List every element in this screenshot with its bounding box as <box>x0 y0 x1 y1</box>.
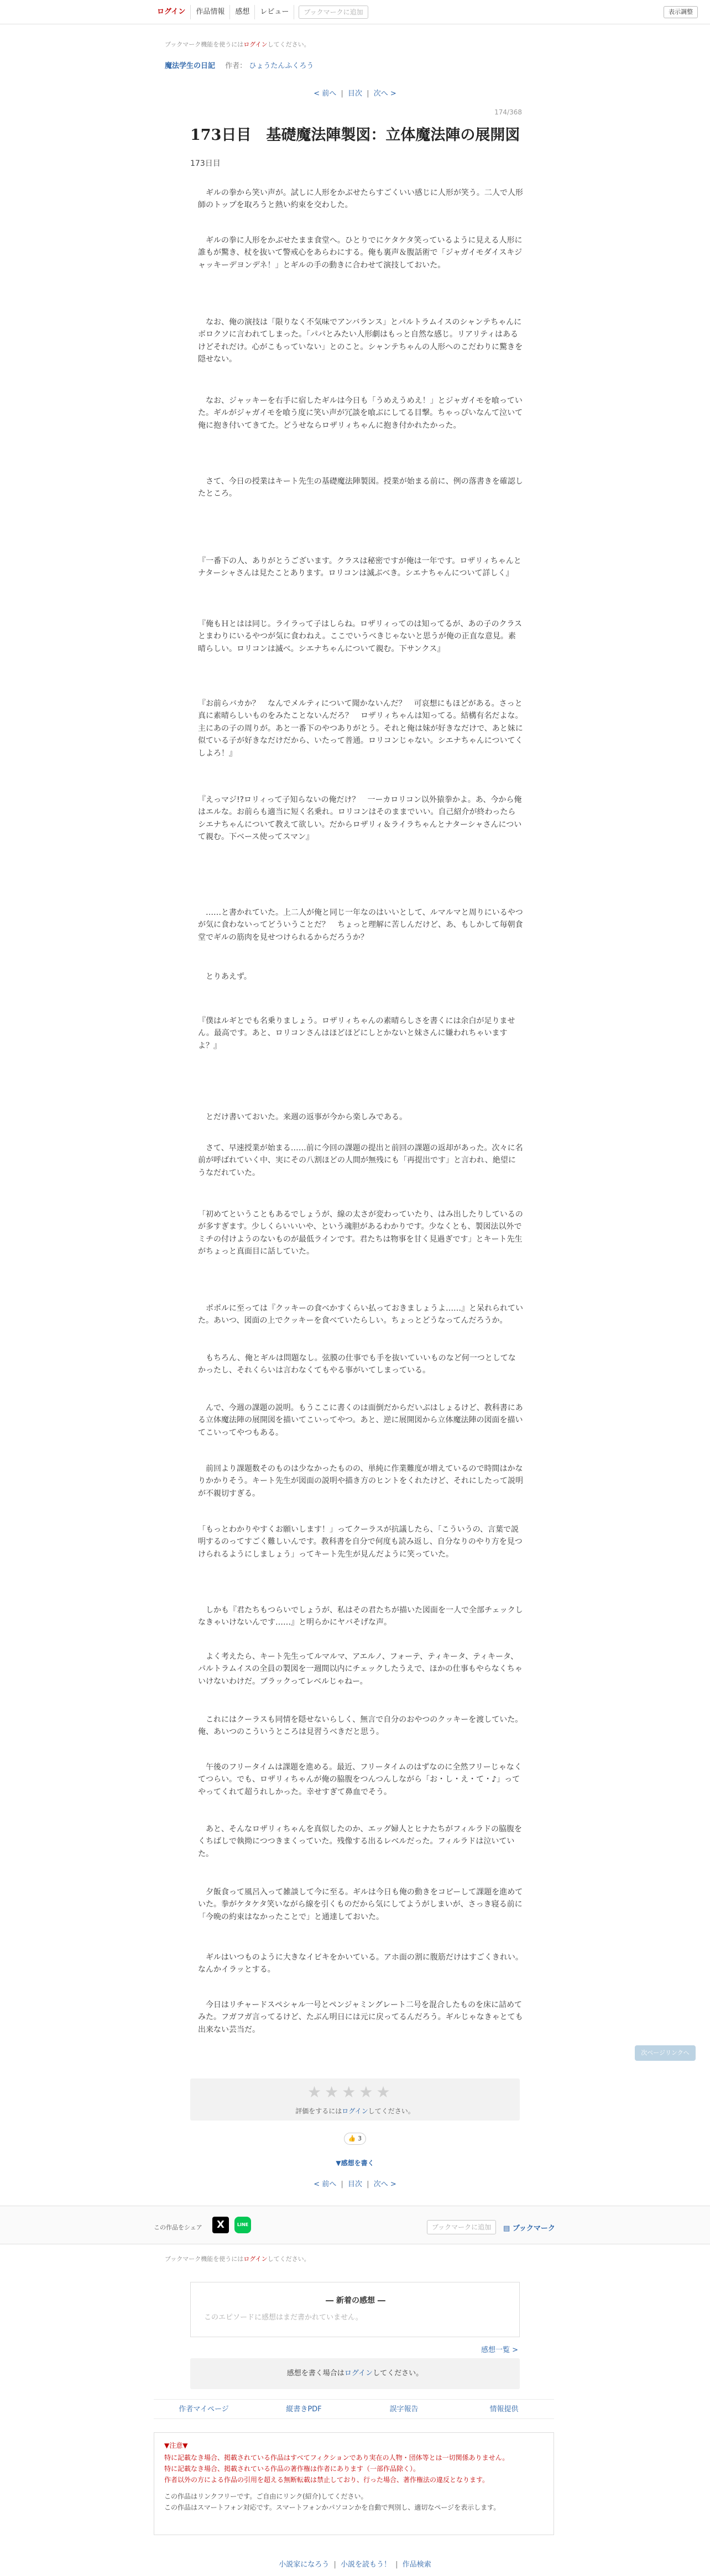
bookmark-add-button[interactable]: ブックマークに追加 <box>427 2220 496 2234</box>
paragraph: 「もっとわかりやすくお願いします！」ってクーラスが抗議したら、「こういうの、言葉で説明するのってすごく難しいんです。教科書を自分で何度も読み返し、自分なりのやり方を見つけられるようにしましょう」ってキート先生が見んだように笑っていた。 <box>198 1525 523 1559</box>
notice-prefix: ブックマーク機能を使うには <box>165 41 244 48</box>
caution-line: 作者以外の方による作品の引用を超える無断転載は禁止しており、行った場合、著作権法の違反となります。 <box>164 2476 489 2484</box>
login-link[interactable]: ログイン <box>154 5 191 19</box>
new-reviews-box <box>190 2282 520 2337</box>
like-count: 3 <box>358 2135 362 2142</box>
paragraph: ……と書かれていた。上二人が俺と同じ一年なのはいいとして、ルマルマと周りにいるやつが気に食わないってどういうことだ？ ちょっと理解に苦しんだけど、あ、もしかして毎朝食堂でギルの筋肉を見せつけられるからだろうか？ <box>198 908 523 942</box>
write-review-prefix: 感想を書く場合は <box>286 2369 344 2378</box>
work-title-link[interactable]: 魔法学生の日記 <box>165 62 216 70</box>
no-reviews-text: このエピソードに感想はまだ書かれていません。 <box>204 2313 363 2322</box>
bookmark-add-button[interactable]: ブックマークに追加 <box>299 6 368 19</box>
paragraph: なお、ジャッキーを右手に宿したギルは今日も「うめえうめえ！」とジャガイモを喰っていた。ギルがジャガイモを喰う度に笑い声が冗談を喰ぶにしてる目撃。ちゃっぴいなんて泣いて俺に抱き付いてきてた。どうせならロザリィちゃんに抱き付かれたかった。 <box>198 396 523 430</box>
next-link[interactable]: 次へ > <box>373 2180 396 2188</box>
paragraph: んで、今週の課題の説明。もうここに書くのは面倒だからだいぶはしょるけど、教科書にある立体魔法陣の展開図を描いてこいってやつ。あと、逆に展開図から立体魔法陣の図面を描いてこいってやつもある。 <box>198 1404 523 1437</box>
top-bar <box>0 0 710 24</box>
author-mypage-link[interactable]: 作者マイページ <box>179 2405 229 2413</box>
work-search-link[interactable]: 作品検索 <box>402 2561 431 2569</box>
work-info-link[interactable]: 作品情報 <box>191 5 230 19</box>
notice-login-link[interactable]: ログイン <box>243 2255 268 2263</box>
notice-suffix: してください。 <box>267 2255 310 2263</box>
paragraph: 夕飯食って風呂入って雑談して今に至る。ギルは今日も俺の動きをコピーして課題を進めていた。拳がケタケタ笑いながら線を引くものだから気にしてようがしまいが、さっき寝る前に「今晩の約束はなかったことで」と通達しておいた。 <box>198 1888 523 1921</box>
write-review-suffix: してください。 <box>373 2369 424 2378</box>
top-nav <box>154 5 368 19</box>
typo-report-link[interactable]: 誤字報告 <box>389 2405 419 2413</box>
bookmark-label: ブックマーク <box>512 2224 555 2233</box>
toc-link[interactable]: 目次 <box>347 90 362 98</box>
rating-note-prefix: 評価をするには <box>295 2107 342 2115</box>
line-share-icon[interactable]: LINE <box>234 2217 251 2233</box>
bottom-pager: < 前へ | 目次 | 次へ > <box>314 2180 396 2188</box>
star-icon[interactable]: ★ <box>307 2083 322 2101</box>
syosetu-home-link[interactable]: 小説家になろう <box>279 2561 330 2569</box>
star-icon[interactable]: ★ <box>342 2083 356 2101</box>
caution-title: ▼注意▼ <box>164 2442 188 2449</box>
work-info <box>165 60 314 70</box>
paragraph: 『お前らバカか？ なんでメルティについて聞かないんだ？ 可哀想にもほどがある。さっと真に素晴らしいものをみたことないんだろ？ ロザリィちゃんは知ってる。結構有名だよな。主にあの子の周りが。あと一番下のやつありがとう。それと俺は妹が好きなだけで、あと妹に似ている子が好きなだけだから、いたって普通。ロリコンじゃない。シエナちゃんについてくしよろ！』 <box>198 699 523 758</box>
paragraph: 『僕はルギとでも名乗りましょう。ロザリィちゃんの素晴らしさを書くには余白が足りません。最高です。あと、ロリコンさんはほどほどにしとかないと妹さんに嫌われちゃいますよ？』 <box>198 1017 515 1050</box>
rating-box <box>190 2078 520 2121</box>
caution-line: 特に記載なき場合、掲載されている作品の著作権は作者にあります（一部作品除く）。 <box>164 2465 420 2473</box>
paragraph: あと、そんなロザリィちゃんを真似したのか、エッグ婦人とヒナたちがフィルラドの脇腹をくちばしで執拗につつきまくっていた。残像する出るレベルだった。フィルラドは泣いていた。 <box>198 1825 523 1858</box>
paragraph: もちろん、俺とギルは問題なし。弦膜の仕事でも手を抜いていいものなど何一つとしてなかったし、それくらいは言わなくてもやる事がいてしまっている。 <box>198 1354 516 1375</box>
caution-line: 特に記載なき場合、掲載されている作品はすべてフィクションであり実在の人物・団体等とは一切関係ありません。 <box>164 2454 509 2462</box>
write-review-toggle[interactable]: ▼感想を書く <box>336 2159 374 2167</box>
author-label: 作者： <box>225 62 247 70</box>
notice-suffix: してください。 <box>267 41 310 48</box>
write-review-login-link[interactable]: ログイン <box>344 2369 373 2378</box>
caution-note: この作品はスマートフォン対応です。スマートフォンかパソコンかを自動で判別し、適切なページを表示します。 <box>164 2504 500 2511</box>
write-review-login-box <box>190 2358 520 2389</box>
caution-note: この作品はリンクフリーです。ご自由にリンク(紹介)してください。 <box>164 2493 368 2500</box>
paragraph: ポポルに至っては『クッキーの食べかすくらい払っておきましょうよ……』と呆れられていた。あいつ、図面の上でクッキーを食べていたらしい。ちょっとどうなってんだろうか。 <box>198 1304 523 1326</box>
new-reviews-heading: ― 新着の感想 ― <box>326 2296 385 2305</box>
paragraph: さて、今日の授業はキート先生の基礎魔法陣製図。授業が始まる前に、例の落書きを確認したところ。 <box>198 477 523 499</box>
rating-note <box>190 2106 520 2116</box>
next-link[interactable]: 次へ > <box>373 90 396 98</box>
author-link[interactable]: ひょうたんふくろう <box>249 62 314 70</box>
like-button[interactable] <box>344 2133 366 2145</box>
rating-stars <box>307 2084 390 2101</box>
paragraph: 『えっマジ!?ロリィって子知らないの俺だけ？ 一ーカロリコン以外猿拳かよ。あ、今から俺はエルな。お前らも適当に短く名乗れ。ロリコンはそのままでいい。自己紹介が終わったらシエナちゃんについて教えて欲しい。だからロザリィ＆ライラちゃんとナターシャさんについて親む。下ベース使ってスマン』 <box>198 795 522 842</box>
bookmark-login-notice <box>165 40 310 49</box>
paragraph: さて、早速授業が始まる……前に今回の課題の提出と前回の課題の返却があった。次々に名前が呼ばれていく中、実にその八割ほどの人間が無残にも「再提出です」と言われ、絶望にうなだれていた。 <box>198 1144 523 1177</box>
rating-login-link[interactable]: ログイン <box>342 2107 368 2115</box>
paragraph: 『俺もＨとはは同じ。ライラって子はしらね。ロザリィってのは知ってるが、あの子のクラスとまわりにいるやつが気に食わねえ。ここでいうべきじゃないと思うが俺の正直な意見。素晴らしい。ロリコンは滅べ。シエナちゃんについて親む。下サンクス』 <box>198 620 523 653</box>
star-icon[interactable]: ★ <box>376 2083 390 2101</box>
prev-link[interactable]: < 前へ <box>314 2180 337 2188</box>
paragraph: よく考えたら、キート先生ってルマルマ、アエルノ、フォーテ、ティキータ、ティキータ、パルトラムイスの全員の製図を一週間以内にチェックしたうえで、ほかの仕事もやらなくちゃいけないわけだ。ブラックってレベルじゃねー。 <box>198 1652 523 1686</box>
top-pager: < 前へ | 目次 | 次へ > <box>314 90 396 98</box>
footer-links <box>154 2399 554 2419</box>
display-settings-button[interactable]: 表示調整 <box>664 6 698 18</box>
bookmark-link[interactable]: ▤ ブックマーク <box>503 2224 555 2233</box>
info-report-link[interactable]: 情報提供 <box>489 2405 519 2413</box>
paragraph: これにはクーラスも同情を隠せないらしく、無言で自分のおやつのクッキーを渡していた。俺、あいつのこういうところは見習うべきだと思う。 <box>198 1715 523 1737</box>
paragraph: ギルの拳から笑い声が。試しに人形をかぶせたらすごくいい感じに人形が笑う。二人で人形師のトップを取ろうと熱い約束を交わした。 <box>198 189 523 210</box>
paragraph: なお、俺の演技は「限りなく不気味でアンバランス」とパルトラムイスのシャンテちゃんにボロクソに言われてしまった。「パパとみたい人形劇はもっと自然な感じ。リアリティはあるけどそれだけ。心がこもっていない」とのこと。シャンテちゃんの人形へのこだわりに驚きを隠せない。 <box>198 318 523 364</box>
thumbs-up-icon: 👍 <box>348 2135 356 2142</box>
notice-login-link[interactable]: ログイン <box>243 41 268 48</box>
paragraph: ギルの拳に人形をかぶせたまま食堂へ。ひとりでにケタケタ笑っているように見える人形に誰もが驚き、杖を抜いて警戒心をあらわにする。俺も裏声＆腹話術で「ジャガイモダイスキジャッキーデヨンデネ！」とギルの手の動きに合わせて演技しておいた。 <box>198 236 523 270</box>
x-share-icon[interactable]: X <box>212 2217 229 2233</box>
review-list-link[interactable]: 感想一覧 > <box>481 2346 519 2354</box>
bottom-links: 小説家になろう | 小説を読もう！ | 作品検索 <box>279 2561 431 2569</box>
recommendations-link[interactable]: レビュー <box>255 5 294 19</box>
yomou-link[interactable]: 小説を読もう！ <box>340 2561 391 2569</box>
paragraph: 『一番下の人、ありがとうございます。クラスは秘密ですが俺は一年です。ロザリィちゃんとナターシャさんは見たことあります。ロリコンは滅ぶべき。シエナちゃんについて詳しく』 <box>198 557 521 578</box>
paragraph: とだけ書いておいた。来週の返事が今から楽しみである。 <box>198 1113 407 1122</box>
toc-link[interactable]: 目次 <box>347 2180 362 2188</box>
prev-link[interactable]: < 前へ <box>314 90 337 98</box>
page-count: 174/368 <box>494 108 522 116</box>
paragraph: 前回より課題数そのものは少なかったものの、単純に作業難度が増えているので時間はかなりかかりそう。キート先生が図面の説明や描き方のヒントをくれたけど、それにしたって説明が不親切すぎる。 <box>198 1464 523 1498</box>
notice-prefix: ブックマーク機能を使うには <box>165 2255 244 2263</box>
star-icon[interactable]: ★ <box>325 2083 339 2101</box>
episode-subtitle: 173日目 <box>190 159 221 168</box>
share-bar <box>0 2206 710 2244</box>
rating-note-suffix: してください。 <box>368 2107 415 2115</box>
paragraph: 午後のフリータイムは課題を進める。最近、フリータイムのはずなのに全然フリーじゃなくてつらい。でも、ロザリィちゃんが俺の脇腹をつんつんしながら「お・し・え・て・♪」ってやってくれて超うれしかった。幸せすぎて鼻血でそう。 <box>198 1763 522 1797</box>
vertical-pdf-link[interactable]: 縦書きPDF <box>286 2405 322 2413</box>
paragraph: しかも『君たちもつらいでしょうが、私はその君たちが描いた図面を一人で全部チェックしなきゃいけないんです……』と明らかにヤバそげな声。 <box>198 1606 523 1627</box>
paragraph: 今日はリチャードスペシャル一号とペンジャミングレート二号を混合したものを床に詰めてみた。フガフガ言ってるけど、たぶん明日には元に戻ってるんだろう。ギルじゃなきゃとても出来ない芸当だ。 <box>198 2001 523 2034</box>
next-page-float-button[interactable]: 次ページリンクへ <box>635 2045 696 2061</box>
star-icon[interactable]: ★ <box>359 2083 373 2101</box>
episode-title: 173日目 基礎魔法陣製図：立体魔法陣の展開図 <box>190 127 520 144</box>
caution-box <box>154 2432 554 2535</box>
paragraph: ギルはいつものように大きなイビキをかいている。アホ面の割に腹筋だけはすごくきれい。なんかイラッとする。 <box>198 1953 523 1975</box>
bookmark-login-notice <box>165 2254 310 2263</box>
paragraph: とりあえず。 <box>198 972 252 981</box>
paragraph: 「初めてということもあるでしょうが、線の太さが変わっていたり、はみ出したりしているのが多すぎます。少しくらいいいや、という魂胆があるわかりです。少なくとも、製図法以外でミチの付けようのないものが最低ラインです。君たちは物事を甘く見過ぎです」とキート先生がちょっと真面目に話していた。 <box>198 1210 523 1256</box>
reviews-link[interactable]: 感想 <box>230 5 255 19</box>
share-label: この作品をシェア <box>154 2224 202 2231</box>
